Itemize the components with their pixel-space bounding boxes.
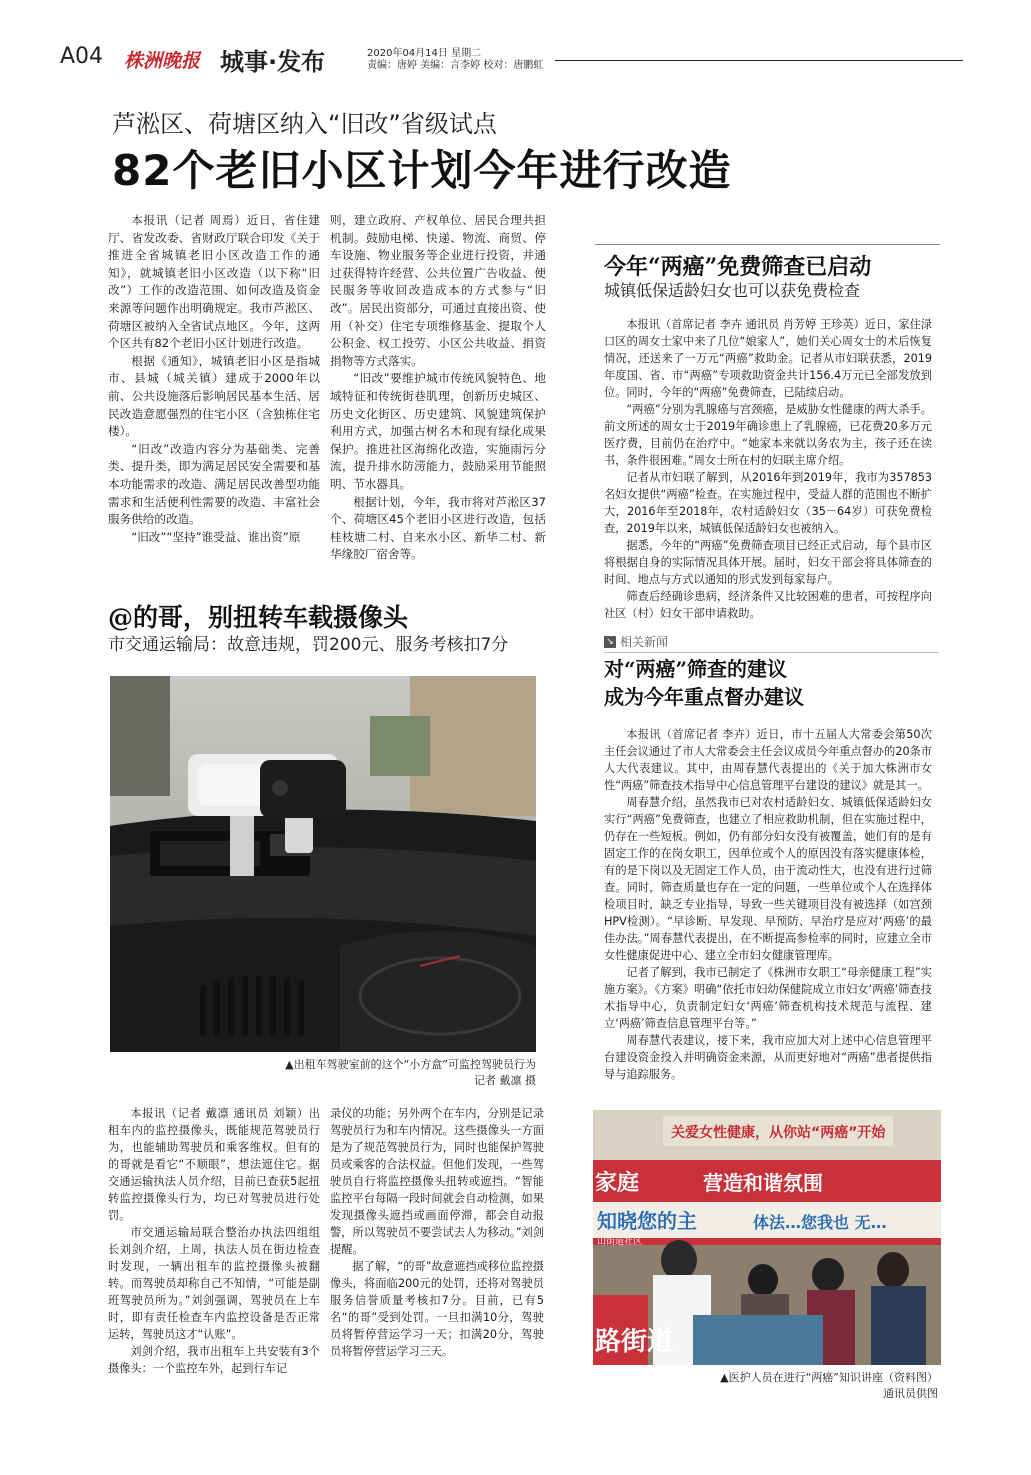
related-title-line-1: 对“两癌”筛查的建议	[604, 657, 788, 681]
paragraph: 周春慧介绍，虽然我市已对农村适龄妇女、城镇低保适龄妇女实行“两癌”免费筛查，也建立了相应救助机制，但在实施过程中，仍存在一些短板。例如，仍有部分妇女没有被覆盖，她们有的是有固定工作的在岗女职工，因单位或个人的原因没有落实健康体检，有的是下岗以及无固定工作人员，由于流动性大，也没有进行过筛查。同时，筛查质量也存在一定的问题，一些单位或个人在选择体检项目时，缺乏专业指导，导致一些关键项目没有被选择（如宫颈HPV检测）。“早诊断、早发现、早预防、早治疗是应对‘两癌’的最佳办法。”周春慧代表提出，在不断提高参检率的同时，应建立全市女性健康促进中心、建立全市妇女健康管理库。	[604, 796, 932, 962]
paragraph: 周春慧代表建议，接下来，我市应加大对上述中心信息管理平台建设资金投入并明确资金来源，从而更好地对“两癌”患者提供指导与追踪服务。	[604, 1034, 932, 1081]
lecture-photo	[593, 1110, 941, 1365]
paragraph: 本报讯（记者 戴凛 通讯员 刘颖）出租车内的监控摄像头，既能规范驾驶员行为，也能辅助驾驶员和乘客维权。但有的的哥就是看它“不顺眼”，想法遮住它。据交通运输执法人员介绍，目前已查获5起扭转监控摄像头行为，均已对驾驶员进行处罚。	[108, 1107, 320, 1222]
taxi-title: @的哥，别扭转车载摄像头	[108, 603, 409, 632]
banner-sub-text-2: 体法…您我也 无…	[753, 1213, 887, 1232]
editor-credits: 责编：唐婷 美编：言李婷 校对：唐鹏虹	[367, 60, 544, 71]
paragraph: 据悉，今年的“两癌”免费筛查项目已经正式启动，每个县市区将根据自身的实际情况具体开展。届时，妇女干部会将具体筛查的时间、地点与方式以通知的形式发到每家每户。	[604, 539, 932, 586]
paragraph: 本报讯（记者 周焉）近日，省住建厅、省发改委、省财政厅联合印发《关于推进全省城镇老旧小区改造工作的通知》，就城镇老旧小区改造（以下称“旧改”）工作的改造范围、如何改造及资金来源等问题作出明确规定。我市芦淞区、荷塘区被纳入全省试点地区。今年，这两个区共有82个老旧小区计划进行改造。	[108, 213, 320, 351]
lead-headline: 82个老旧小区计划今年进行改造	[112, 146, 732, 195]
cervical-body	[604, 316, 932, 622]
section-name: 城事·发布	[220, 48, 326, 76]
related-body	[604, 726, 932, 1083]
paragraph: “旧改”改造内容分为基础类、完善类、提升类，即为满足居民安全需要和基本功能需求的改造、满足居民改善型功能需求和生活便利性需要的改造、丰富社会服务供给的改造。	[108, 441, 320, 527]
paragraph: “旧改”要维护城市传统风貌特色、地域特征和传统街巷肌理，创新历史城区、历史文化街区、历史建筑、风貌建筑保护利用方式，加强古树名木和现有绿化成果保护。推进社区海绵化改造，实施雨污分流，提升排水防涝能力，鼓励采用节能照明、节水器具。	[330, 371, 546, 491]
paragraph: 记者了解到，我市已制定了《株洲市女职工“母亲健康工程”实施方案》。《方案》明确“依托市妇幼保健院成立市妇女‘两癌’筛查技术指导中心，负责制定妇女‘两癌’筛查机构技术规范与流程、建立‘两癌’筛查信息管理平台等。”	[604, 966, 932, 1030]
section-rule	[595, 244, 940, 245]
cervical-subtitle: 城镇低保适龄妇女也可以获免费检查	[604, 281, 861, 300]
related-title	[604, 655, 804, 711]
taxi-caption-text: ▲出租车驾驶室前的这个“小方盒”可监控驾驶员行为	[285, 1058, 536, 1071]
page-number: A04	[60, 44, 104, 69]
taxi-column-2	[330, 1105, 544, 1360]
related-news-tag	[604, 633, 668, 650]
taxi-caption-credit: 记者 戴凛 摄	[474, 1074, 536, 1087]
taxi-column-1	[108, 1105, 320, 1377]
banner-top-text: 关爱女性健康，从你站“两癌”开始	[671, 1125, 886, 1141]
paragraph: 录仪的功能；另外两个在车内，分别是记录驾驶员行为和车内情况。这些摄像头一方面是为了规范驾驶员行为，同时也能保护驾驶员或乘客的合法权益。但他们发现，一些驾驶员自行将监控摄像头扭转或遮挡。“智能监控平台每隔一段时间就会自动检测，如果发现摄像头遮挡或画面停滞，都会自动报警，所以驾驶员不要尝试去人为移动。”刘剑提醒。	[330, 1107, 544, 1256]
taxi-camera-photo	[110, 676, 536, 1052]
issue-info	[367, 48, 543, 72]
paragraph: 根据《通知》，城镇老旧小区是指城市、县城（城关镇）建成于2000年以前、公共设施落后影响居民基本生活、居民改造意愿强烈的住宅小区（含独栋住宅楼）。	[108, 353, 320, 439]
paragraph: “两癌”分别为乳腺癌与宫颈癌，是威胁女性健康的两大杀手。前文所述的周女士于2019年确诊患上了乳腺癌，已花费20多万元医疗费，目前仍在治疗中。“她家本来就以务农为主，孩子还在读书，条件很困难。”周女士所在村的妇联主席介绍。	[604, 403, 932, 467]
banner-tiny-text: 山街道社区	[597, 1237, 643, 1247]
paragraph: 本报讯（首席记者 李卉）近日，市十五届人大常委会第50次主任会议通过了市人大常委会主任会议成员今年重点督办的20条市人大代表建议。其中，由周春慧代表提出的《关于加大株洲市女性“两癌”筛查技术指导中心信息管理平台建设的建议》就是其一。	[604, 728, 932, 792]
paragraph: 记者从市妇联了解到，从2016年到2019年，我市为357853名妇女提供“两癌”检查。在实施过程中，受益人群的范围也不断扩大，2016年至2018年，农村适龄妇女（35－64岁）可获免费检查，2019年以来，城镇低保适龄妇女也被纳入。	[604, 471, 932, 535]
lead-kicker: 芦淞区、荷塘区纳入“旧改”省级试点	[112, 110, 497, 138]
cervical-title: 今年“两癌”免费筛查已启动	[604, 254, 872, 280]
related-title-line-2: 成为今年重点督办建议	[604, 685, 804, 709]
paragraph: 则，建立政府、产权单位、居民合理共担机制。鼓励电梯、快递、物流、商贸、停车设施、物业服务等企业进行投资，并通过获得特许经营、公共位置广告收益、便民服务等收回改造成本的方式参与“旧改”。居民出资部分，可通过直接出资、使用（补交）住宅专项维修基金、提取个人公积金、权工投劳、小区公共收益、捐资捐物等方式落实。	[330, 213, 546, 368]
lecture-caption-credit: 通讯员供图	[883, 1387, 938, 1400]
taxi-subtitle: 市交通运输局：故意违规，罚200元、服务考核扣7分	[108, 635, 509, 655]
taxi-photo-art	[110, 676, 536, 1052]
masthead-rule	[555, 60, 963, 61]
lead-column-2	[330, 212, 546, 564]
lecture-caption-text: ▲医护人员在进行“两癌”知识讲座（资料图）	[720, 1371, 938, 1384]
banner-sub-text: 知晓您的主	[597, 1209, 697, 1233]
related-rule	[604, 652, 939, 653]
banner-street-text: 路街道	[595, 1327, 674, 1357]
paragraph: 本报讯（首席记者 李卉 通讯员 肖芳婷 王珍英）近日，家住渌口区的周女士家中来了几位“娘家人”，她们关心周女士的术后恢复情况，还送来了一万元“两癌”救助金。记者从市妇联获悉，2019年度国、省、市“两癌”专项救助资金共计156.4万元已全部发放到位。同时，今年的“两癌”免费筛查，已陆续启动。	[604, 318, 932, 399]
related-news-label: 相关新闻	[620, 635, 669, 649]
paragraph: 据了解，“的哥”故意遮挡或移位监控摄像头，将面临200元的处罚，还将对驾驶员服务信誉质量考核扣7分。目前，已有5名“的哥”受到处罚。一旦扣满10分，驾驶员将暂停营运学习一天；扣满20分，驾驶员将暂停营运学习三天。	[330, 1260, 544, 1358]
paragraph: “旧改”“坚持”谁受益、谁出资”原	[131, 529, 301, 544]
banner-left-text: 家庭	[595, 1171, 640, 1196]
paragraph: 市交通运输局联合整治办执法四组组长刘剑介绍，上周，执法人员在街边检查时发现，一辆出租车的监控摄像头被翻转。而驾驶员却称自己不知情，“可能是副班驾驶员所为。”刘剑强调，驾驶员在上车时，即有责任检查车内监控设备是否正常运转，驾驶员这才“认账”。	[108, 1226, 320, 1341]
paragraph: 筛查后经确诊患病，经济条件又比较困难的患者，可按程序向社区（村）妇女干部申请救助。	[604, 590, 932, 620]
issue-date: 2020年04月14日 星期二	[367, 48, 482, 59]
taxi-photo-caption	[110, 1057, 536, 1089]
paragraph: 刘剑介绍，我市出租车上共安装有3个摄像头：一个监控车外，起到行车记	[108, 1345, 320, 1375]
lecture-photo-art	[593, 1110, 941, 1365]
arrow-icon: ↘	[604, 636, 616, 648]
paragraph: 根据计划，今年，我市将对芦淞区37个、荷塘区45个老旧小区进行改造，包括桂枝塘二村、自来水小区、新华二村、新华缘胶厂宿舍等。	[330, 494, 546, 562]
lead-column-1	[108, 212, 320, 546]
banner-mid-text: 营造和谐氛围	[703, 1171, 823, 1195]
lecture-photo-caption	[593, 1370, 938, 1402]
newspaper-logo: 株洲晚报	[124, 50, 201, 72]
